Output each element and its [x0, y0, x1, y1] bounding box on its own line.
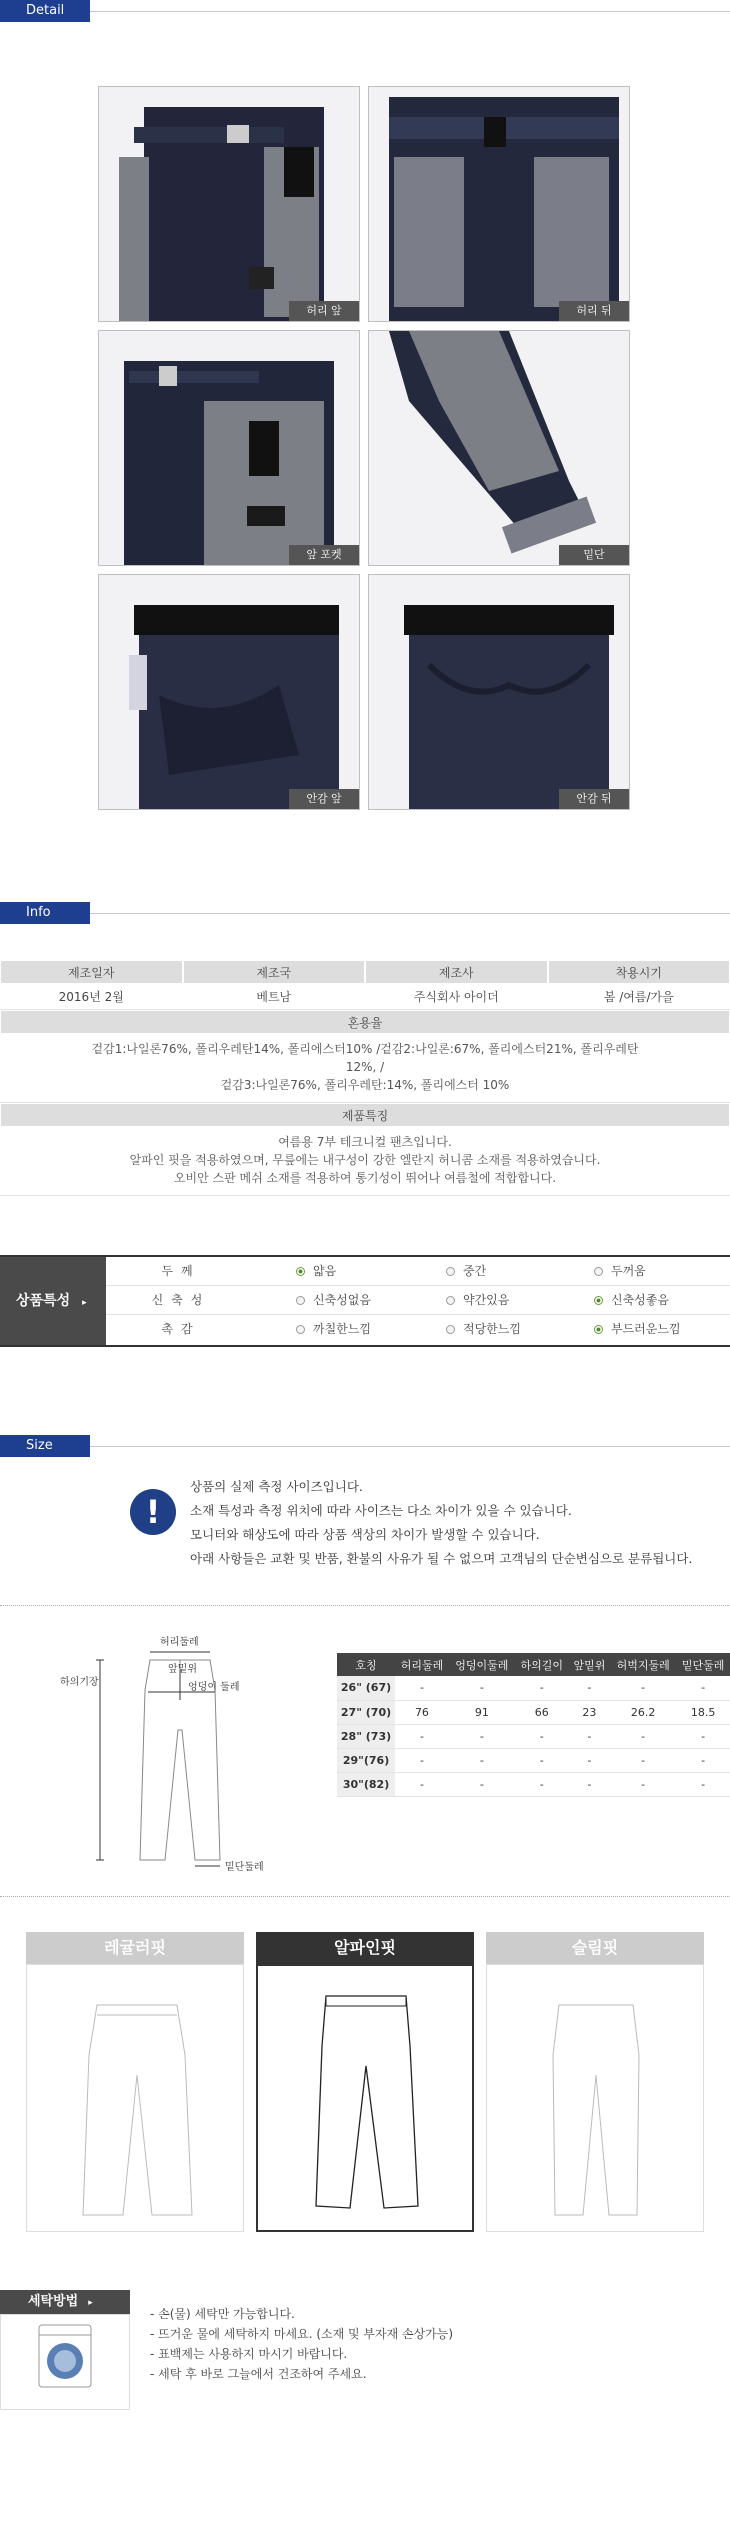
feature-option-label: 까칠한느낌 [313, 1322, 371, 1336]
detail-section-title: Detail [0, 0, 90, 22]
radio-unchecked-icon [594, 1267, 603, 1276]
size-cell: - [395, 1676, 449, 1700]
material-line: 겉감3:나일론76%, 폴리우레탄:14%, 폴리에스터 10% [220, 1078, 510, 1092]
size-cell: - [449, 1748, 515, 1772]
size-cell: - [395, 1748, 449, 1772]
feature-name: 촉감 [161, 1322, 201, 1336]
photo-caption: 앞 포켓 [289, 545, 359, 565]
photo-front-pocket [98, 330, 360, 566]
wash-instructions [150, 2304, 453, 2384]
feature-option-label: 적당한느낌 [463, 1322, 521, 1336]
wash-line: - 뜨거운 물에 세탁하지 마세요. (소재 및 부자재 손상가능) [150, 2327, 454, 2341]
size-cell: 27" (70) [337, 1700, 395, 1724]
size-cell: 23 [569, 1700, 610, 1724]
wash-label-text: 세탁방법 [28, 2294, 79, 2309]
info-section-header [0, 902, 730, 924]
info-header-row [0, 960, 730, 984]
pants-hem-image [369, 331, 630, 566]
label-hem: 밑단둘레 [225, 1862, 264, 1873]
size-cell: 29"(76) [337, 1748, 395, 1772]
size-cell: - [610, 1676, 676, 1700]
size-cell: - [569, 1676, 610, 1700]
photo-waist-back [368, 86, 630, 322]
product-info-table [0, 960, 730, 1196]
size-cell: - [569, 1748, 610, 1772]
radio-checked-icon [594, 1296, 603, 1305]
feature-line: 여름용 7부 테크니컬 팬츠입니다. [278, 1135, 452, 1149]
wash-line: - 세탁 후 바로 그늘에서 건조하여 주세요. [150, 2367, 367, 2381]
size-cell: 66 [515, 1700, 569, 1724]
label-rise: 앞밑위 [168, 1664, 197, 1675]
section-divider [90, 11, 730, 12]
info-value: 주식회사 아이더 [365, 984, 548, 1010]
fit-label: 알파인핏 [256, 1932, 474, 1964]
size-cell: - [676, 1676, 730, 1700]
material-text [0, 1034, 730, 1103]
radio-unchecked-icon [446, 1296, 455, 1305]
washing-machine-icon [1, 2315, 129, 2409]
info-section-title: Info [0, 902, 90, 924]
section-divider [90, 1446, 730, 1447]
size-cell: - [515, 1748, 569, 1772]
info-header: 제조사 [365, 960, 548, 984]
size-cell: 30"(82) [337, 1772, 395, 1796]
photo-caption: 허리 앞 [289, 301, 359, 321]
fit-illustration [26, 1964, 244, 2232]
pants-waist-back-image [369, 87, 630, 322]
size-table-header [337, 1653, 730, 1676]
size-cell: - [569, 1772, 610, 1796]
section-divider [90, 913, 730, 914]
wash-line: - 손(물) 세탁만 가능합니다. [150, 2307, 295, 2321]
size-col-header: 밑단둘레 [676, 1653, 730, 1676]
feature-row-thickness [106, 1257, 730, 1286]
fit-label: 슬림핏 [486, 1932, 704, 1964]
fit-label: 레귤러핏 [26, 1932, 244, 1964]
radio-unchecked-icon [296, 1296, 305, 1305]
info-header: 착용시기 [548, 960, 730, 984]
feature-option-label: 얇음 [313, 1264, 337, 1278]
features-label [0, 1257, 106, 1345]
size-cell: - [569, 1724, 610, 1748]
size-cell: 18.5 [676, 1700, 730, 1724]
photo-caption: 안감 뒤 [559, 789, 629, 809]
table-row [337, 1700, 730, 1724]
size-cell: - [676, 1772, 730, 1796]
size-cell: - [610, 1748, 676, 1772]
size-cell: 91 [449, 1700, 515, 1724]
size-cell: - [676, 1724, 730, 1748]
size-cell: - [610, 1724, 676, 1748]
feature-title: 제품특징 [0, 1103, 730, 1127]
table-row [337, 1772, 730, 1796]
feature-option [446, 1257, 596, 1286]
wash-icon-box [0, 2314, 130, 2410]
feature-option-label: 신축성좋음 [611, 1293, 669, 1307]
feature-option [296, 1286, 446, 1315]
photo-caption: 허리 뒤 [559, 301, 629, 321]
notice-line: 상품의 실제 측정 사이즈입니다. [190, 1479, 363, 1494]
radio-unchecked-icon [446, 1267, 455, 1276]
photo-waist-front [98, 86, 360, 322]
table-row [337, 1748, 730, 1772]
feature-option [296, 1315, 446, 1344]
info-header: 제조국 [183, 960, 366, 984]
photo-lining-front [98, 574, 360, 810]
radio-checked-icon [296, 1267, 305, 1276]
material-title: 혼용율 [0, 1010, 730, 1034]
size-cell: 28" (73) [337, 1724, 395, 1748]
feature-name: 두께 [161, 1264, 201, 1278]
pants-lining-back-image [369, 575, 630, 810]
feature-name: 신축성 [151, 1293, 211, 1307]
size-notice-lines [190, 1475, 730, 1571]
measurement-diagram [60, 1630, 310, 1880]
size-table [337, 1653, 730, 1797]
info-value: 2016년 2월 [0, 984, 183, 1010]
notice-line: 모니터와 해상도에 따라 상품 색상의 차이가 발생할 수 있습니다. [190, 1527, 540, 1542]
wash-label [0, 2290, 130, 2314]
radio-checked-icon [594, 1325, 603, 1334]
wash-line: - 표백제는 사용하지 마시기 바랍니다. [150, 2347, 348, 2361]
pants-pocket-image [99, 331, 360, 566]
feature-line: 오비안 스판 메쉬 소재를 적용하여 통기성이 뛰어나 여름철에 적합합니다. [173, 1171, 557, 1185]
feature-option [446, 1315, 596, 1344]
feature-option-label: 두꺼움 [611, 1264, 646, 1278]
size-cell: - [515, 1724, 569, 1748]
regular-fit-pants-image [27, 1965, 243, 2231]
size-cell: 26" (67) [337, 1676, 395, 1700]
size-cell: 26.2 [610, 1700, 676, 1724]
size-cell: - [610, 1772, 676, 1796]
photo-hem [368, 330, 630, 566]
pants-lining-front-image [99, 575, 360, 810]
arrow-right-icon: ▸ [82, 1298, 87, 1308]
feature-row-texture [106, 1315, 730, 1344]
radio-unchecked-icon [446, 1325, 455, 1334]
fit-regular [26, 1932, 244, 2232]
size-col-header: 허벅지둘레 [610, 1653, 676, 1676]
slim-fit-pants-image [487, 1965, 703, 2231]
notice-line: 소재 특성과 측정 위치에 따라 사이즈는 다소 차이가 있을 수 있습니다. [190, 1503, 572, 1518]
size-cell: - [515, 1772, 569, 1796]
label-hip: 엉덩이 둘레 [188, 1682, 240, 1693]
size-section-header [0, 1435, 730, 1457]
feature-option-label: 부드러운느낌 [611, 1322, 681, 1336]
pants-waist-front-image [99, 87, 360, 322]
label-waist: 허리둘레 [160, 1637, 199, 1648]
feature-option [594, 1315, 730, 1344]
size-cell: - [449, 1676, 515, 1700]
photo-caption: 밑단 [559, 545, 629, 565]
size-col-header: 허리둘레 [395, 1653, 449, 1676]
fit-illustration [256, 1964, 474, 2232]
table-row [337, 1676, 730, 1700]
fit-alpine [256, 1932, 474, 2232]
size-col-header: 하의길이 [515, 1653, 569, 1676]
size-cell: - [515, 1676, 569, 1700]
feature-text [0, 1127, 730, 1196]
radio-unchecked-icon [296, 1325, 305, 1334]
feature-option [594, 1257, 730, 1286]
notice-line: 아래 사항들은 교환 및 반품, 환불의 사유가 될 수 없으며 고객님의 단순변심으로 분류됩니다. [190, 1551, 693, 1566]
info-value: 베트남 [183, 984, 366, 1010]
size-col-header: 앞밑위 [569, 1653, 610, 1676]
feature-option-label: 신축성없음 [313, 1293, 371, 1307]
size-cell: - [395, 1772, 449, 1796]
size-col-header: 엉덩이둘레 [449, 1653, 515, 1676]
material-line: 겉감1:나일론76%, 폴리우레탄14%, 폴리에스터10% /겉감2:나일론:67%, 폴리에스터21%, 폴리우레탄12%, / [91, 1042, 639, 1074]
fit-slim [486, 1932, 704, 2232]
size-col-header: 호칭 [337, 1653, 395, 1676]
table-row [337, 1724, 730, 1748]
feature-option [296, 1257, 446, 1286]
size-section-title: Size [0, 1435, 90, 1457]
dotted-divider [0, 1605, 730, 1606]
feature-option [594, 1286, 730, 1315]
size-cell: - [449, 1724, 515, 1748]
alpine-fit-pants-image [258, 1966, 472, 2230]
size-cell: - [395, 1724, 449, 1748]
label-length: 하의기장 [60, 1677, 99, 1688]
detail-section-header [0, 0, 730, 22]
size-cell: - [449, 1772, 515, 1796]
feature-line: 알파인 핏을 적용하였으며, 무릎에는 내구성이 강한 엘란지 허니콤 소재를 적용하였습니다. [129, 1153, 601, 1167]
exclamation-icon: ! [130, 1489, 176, 1535]
info-value-row [0, 984, 730, 1010]
size-cell: - [676, 1748, 730, 1772]
size-cell: 76 [395, 1700, 449, 1724]
feature-option [446, 1286, 596, 1315]
photo-caption: 안감 앞 [289, 789, 359, 809]
feature-row-stretch [106, 1286, 730, 1315]
info-header: 제조일자 [0, 960, 183, 984]
features-label-text: 상품특성 [16, 1293, 71, 1309]
photo-lining-back [368, 574, 630, 810]
feature-option-label: 약간있음 [463, 1293, 510, 1307]
dotted-divider [0, 1896, 730, 1897]
info-value: 봄 /여름/가을 [548, 984, 730, 1010]
product-features [0, 1255, 730, 1347]
feature-option-label: 중간 [463, 1264, 487, 1278]
arrow-right-icon: ▸ [88, 2298, 93, 2308]
fit-illustration [486, 1964, 704, 2232]
